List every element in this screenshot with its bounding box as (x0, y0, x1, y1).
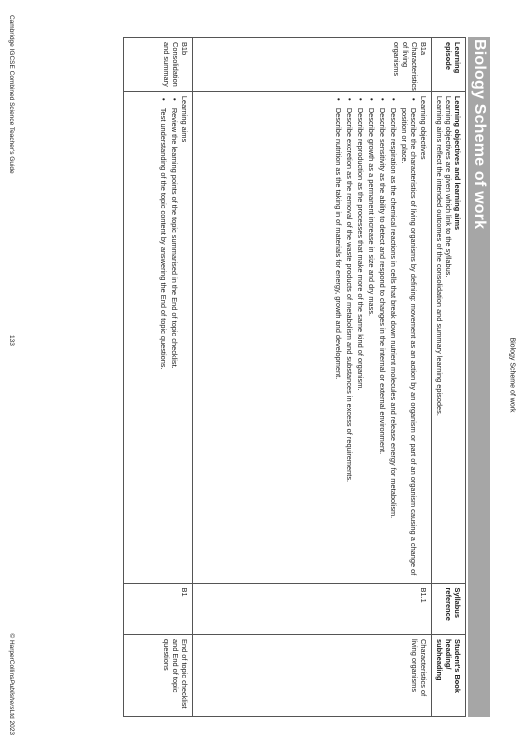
list-item: • Describe the characteristics of living organisms by defining: movement as an action by an organism or part of an organism causing a change of position or place. (400, 108, 418, 579)
banner-title: Biology Scheme of work (468, 37, 490, 717)
header-syllabus: Syllabus reference (431, 583, 465, 635)
objectives-intro: Learning objectives (418, 95, 428, 160)
episode-code: B1b (179, 42, 189, 56)
list-item: • Describe growth as a permanent increase in size and dry mass. (367, 108, 376, 579)
objectives-list (159, 96, 179, 579)
list-item: • Describe sensitivity as the ability to detect and respond to changes in the internal or external environment. (378, 108, 387, 579)
header-objectives-note-2: Learning aims reflect the intended outcomes of the consolidation and summary learning episodes. (434, 95, 444, 416)
objectives-cell (123, 91, 192, 583)
objectives-intro: Learning aims (179, 95, 189, 143)
episode-code: B1a (418, 42, 428, 56)
syllabus-cell: B1.1 (192, 583, 431, 635)
table-row (192, 38, 431, 717)
episode-name: Characteristics of living organisms (391, 42, 419, 91)
syllabus-cell: B1 (123, 583, 192, 635)
episode-cell (123, 38, 192, 92)
objectives-list (334, 96, 418, 579)
header-objectives-note-1: Learning objectives are given which link to the syllabus. (443, 95, 453, 278)
header-objectives (431, 91, 465, 583)
running-head: Biology Scheme of work (508, 337, 516, 413)
book-cell: Characteristics of living organisms (192, 635, 431, 717)
table-header-row (431, 38, 465, 717)
header-objectives-title: Learning objectives and learning aims (453, 95, 462, 231)
list-item: • Describe respiration as the chemical reactions in cells that break down nutrient molecules and release energy for metabolism. (389, 108, 398, 579)
table-row (123, 38, 192, 717)
book-cell: End of topic checklist and End of topic questions (123, 635, 192, 717)
list-item: • Describe reproduction as the processes that make more of the same kind of organism. (356, 108, 365, 579)
episode-cell (192, 38, 431, 92)
list-item: • Describe nutrition as the taking in of materials for energy, growth and development. (334, 108, 343, 579)
list-item: • Describe excretion as the removal of the waste products of metabolism and substances in excess of requirements. (345, 108, 354, 579)
page-number: 133 (8, 335, 15, 346)
list-item: • Review the learning points of the topic summarised in the End of topic checklist. (170, 108, 179, 579)
copyright-notice: © HarperCollinsPublishersLtd 2023 (8, 633, 15, 735)
scheme-table (123, 37, 466, 717)
scheme-of-work-content (40, 37, 490, 717)
objectives-cell (192, 91, 431, 583)
episode-name: Consolidation and summary (161, 42, 180, 87)
header-episode: Learning episode (431, 38, 465, 92)
list-item: • Test understanding of the topic content by answering the End of topic questions. (159, 108, 168, 579)
footer-book-title: Cambridge IGCSE Combined Science Teacher's Guide (8, 15, 15, 174)
header-book: Student's Book heading/ subheading (431, 635, 465, 717)
